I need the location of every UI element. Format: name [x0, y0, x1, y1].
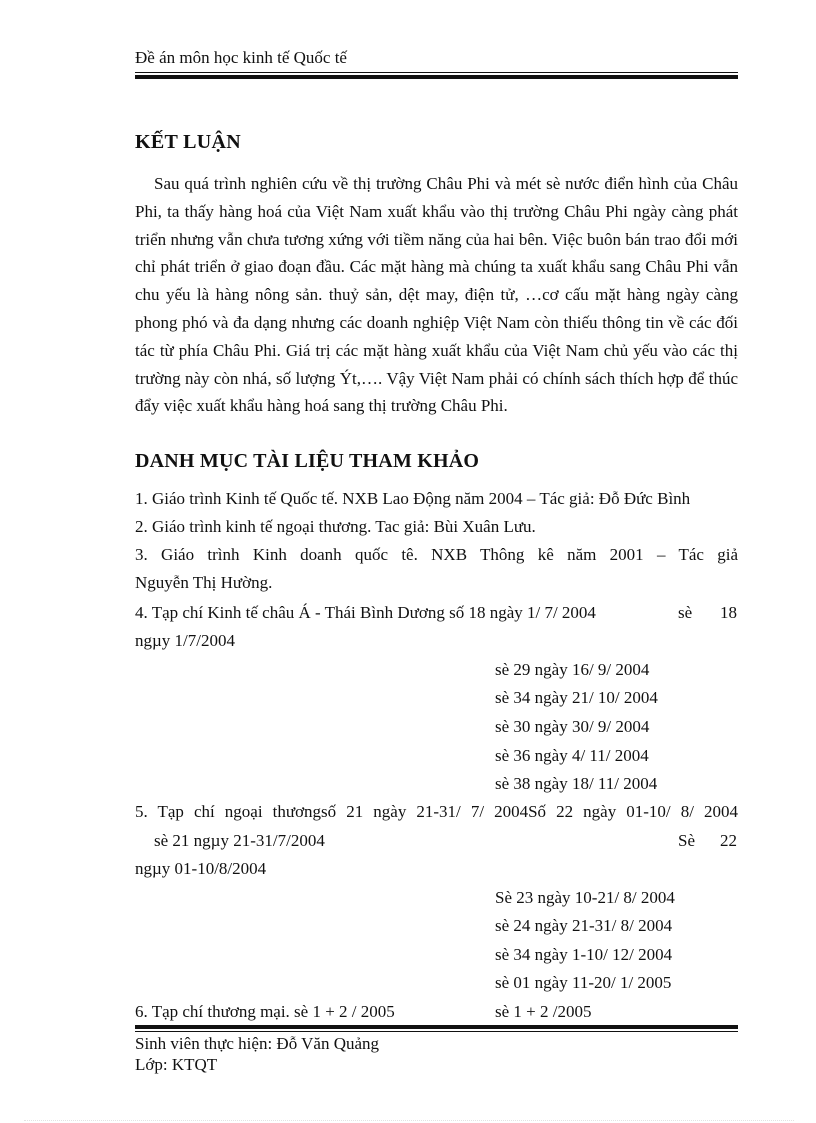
reference-4-issue: sè 34 ngày 21/ 10/ 2004 — [495, 688, 658, 707]
header-title: Đề án môn học kinh tế Quốc tế — [135, 48, 347, 67]
reference-5-issue: sè 34 ngày 1-10/ 12/ 2004 — [495, 945, 673, 964]
reference-6-right: sè 1 + 2 /2005 — [495, 1002, 592, 1021]
reference-4-line-2: ngµy 1/7/2004 — [135, 631, 235, 650]
footer-student: Sinh viên thực hiện: Đỗ Văn Quảng — [135, 1034, 380, 1053]
reference-4-line-1: 4. Tạp chí Kinh tế châu Á - Thái Bình Dương số 18 ngày 1/ 7/ 2004 — [135, 603, 596, 622]
reference-4-issue: sè 38 ngày 18/ 11/ 2004 — [495, 774, 658, 793]
header-rule-thin — [135, 72, 738, 73]
conclusion-paragraph: Sau quá trình nghiên cứu về thị trường Châu Phi và mét sè nước điển hình của Châu Phi, ta thấy hàng hoá của Việt Nam xuất khẩu vào thị trường Châu Phi ngày càng phát triển nhưng vẫn chưa tương xứng với tiềm năng của hai bên. Việc buôn bán trao đổi mới chỉ phát triển ở giao đoạn đầu. Các mặt hàng mà chúng ta xuất khẩu sang Châu Phi vẫn chu yếu là hàng nông sản. thuỷ sản, dệt may, điện tử, …cơ cấu mặt hàng ngày càng phong phó và đa dạng nhưng các doanh nghiệp Việt Nam còn thiếu thông tin về các đối tác từ phía Châu Phi. Giá trị các mặt hàng xuất khẩu của Việt Nam chủ yếu vào các thị trường này còn nhá, số lượng Ýt,…. Vậy Việt Nam phải có chính sách thích hợp để thúc đẩy việc xuất khẩu hàng hoá sang thị trường Châu Phi. — [135, 174, 738, 416]
reference-4-side-se: sè — [678, 603, 693, 622]
reference-3-line-1: 3. Giáo trình Kinh doanh quốc tê. NXB Thông kê năm 2001 – Tác giả — [135, 545, 738, 564]
reference-5-issue: sè 01 ngày 11-20/ 1/ 2005 — [495, 973, 672, 992]
references-heading: DANH MỤC TÀI LIỆU THAM KHẢO — [135, 450, 480, 472]
header-rule-thick — [135, 75, 738, 79]
reference-4-side-number: 18 — [720, 603, 737, 622]
footer-rule-thick — [135, 1025, 738, 1029]
bottom-dotted-border — [24, 1120, 794, 1121]
reference-5-line-2: sè 21 ngµy 21-31/7/2004 — [154, 831, 325, 850]
reference-4-issue: sè 29 ngày 16/ 9/ 2004 — [495, 660, 650, 679]
reference-3-line-2: Nguyễn Thị Hường. — [135, 573, 273, 592]
conclusion-heading: KẾT LUẬN — [135, 131, 241, 153]
reference-4-issue: sè 36 ngày 4/ 11/ 2004 — [495, 746, 649, 765]
reference-5-issue: sè 24 ngày 21-31/ 8/ 2004 — [495, 916, 673, 935]
footer-rule-thin — [135, 1031, 738, 1032]
reference-5-side-number: 22 — [720, 831, 737, 850]
reference-6-left: 6. Tạp chí thương mại. sè 1 + 2 / 2005 — [135, 1002, 395, 1021]
reference-4-issue: sè 30 ngày 30/ 9/ 2004 — [495, 717, 650, 736]
reference-2: 2. Giáo trình kinh tế ngoại thương. Tac giả: Bùi Xuân Lưu. — [135, 517, 536, 536]
reference-5-issue: Sè 23 ngày 10-21/ 8/ 2004 — [495, 888, 675, 907]
reference-5-line-3: ngµy 01-10/8/2004 — [135, 859, 267, 878]
reference-5-side-se: Sè — [678, 831, 695, 850]
reference-1: 1. Giáo trình Kinh tế Quốc tế. NXB Lao Động năm 2004 – Tác giả: Đỗ Đức Bình — [135, 489, 691, 508]
reference-5-line-1: 5. Tạp chí ngoại thươngsố 21 ngày 21-31/ 7/ 2004Số 22 ngày 01-10/ 8/ 2004 — [135, 802, 738, 821]
footer-class: Lớp: KTQT — [135, 1055, 218, 1074]
